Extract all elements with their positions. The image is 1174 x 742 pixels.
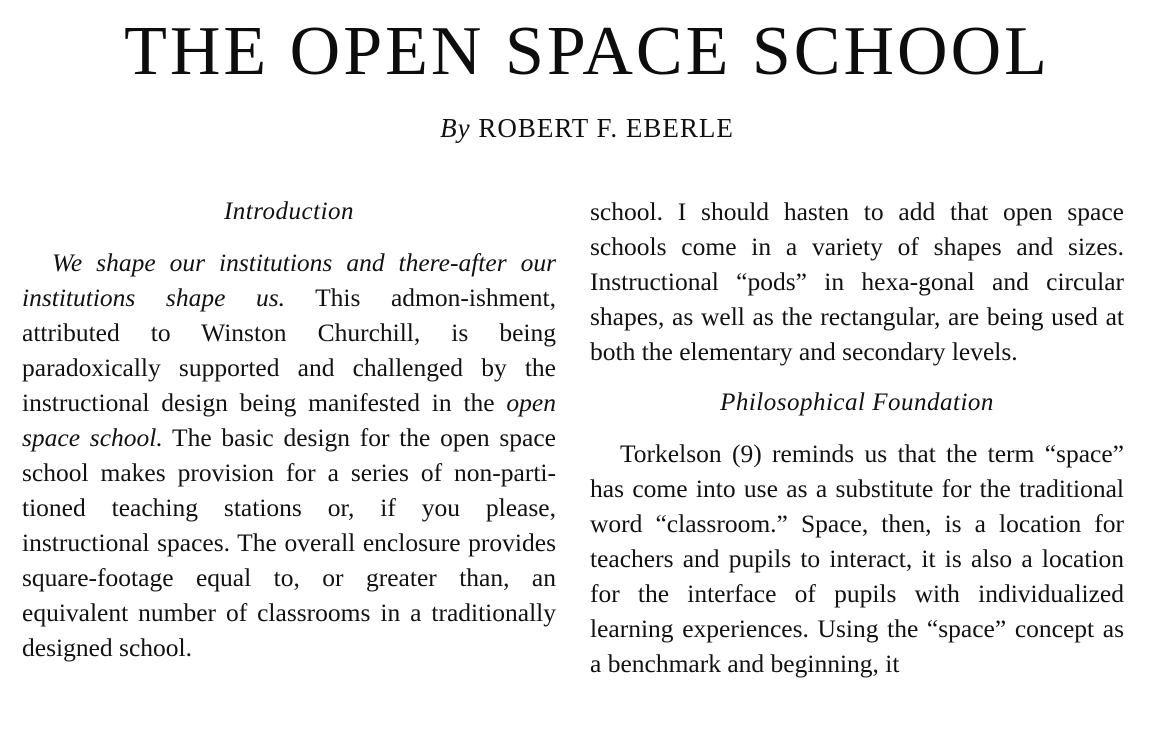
- paragraph-introduction: [22, 245, 556, 665]
- byline: [0, 110, 1174, 146]
- churchill-quote: We shape our institutions and there-after our institutions shape us.: [22, 248, 556, 312]
- left-column: [22, 194, 556, 665]
- paragraph-continued: school. I should hasten to add that open space schools come in a variety of shapes and sizes. Instructional “pods” in hexa-gonal and circular shapes, as well as the rectangular, are being used at both the elementary and secondary levels.: [590, 197, 1124, 366]
- paragraph-philosophical-foundation: Torkelson (9) reminds us that the term “space” has come into use as a substitute for the traditional word “classroom.” Space, then, is a location for teachers and pupils to interact, it is also a location for the interface of pupils with individualized learning experiences. Using the “space” concept as a benchmark and beginning, it: [590, 439, 1124, 678]
- article-title: THE OPEN SPACE SCHOOL: [124, 13, 1050, 90]
- author-name: ROBERT F. EBERLE: [478, 113, 734, 143]
- right-column: [590, 194, 1124, 681]
- paragraph-text-continued: The basic design for the open space school makes provision for a series of non-parti-tioned teaching stations or, if you please, instructional spaces. The overall enclosure provides square-footage equal to, or greater than, an equivalent number of classrooms in a traditionally designed school.: [22, 423, 556, 662]
- open-space-school-term: open space school.: [22, 388, 556, 452]
- byline-prefix: By: [440, 113, 471, 143]
- paragraph-text: This admon-ishment, attributed to Winston Churchill, is being paradoxically supported and challenged by the instructional design being manifested in the: [22, 283, 556, 417]
- section-heading-introduction: Introduction: [223, 198, 355, 225]
- section-heading-philosophical-foundation: Philosophical Foundation: [720, 389, 994, 416]
